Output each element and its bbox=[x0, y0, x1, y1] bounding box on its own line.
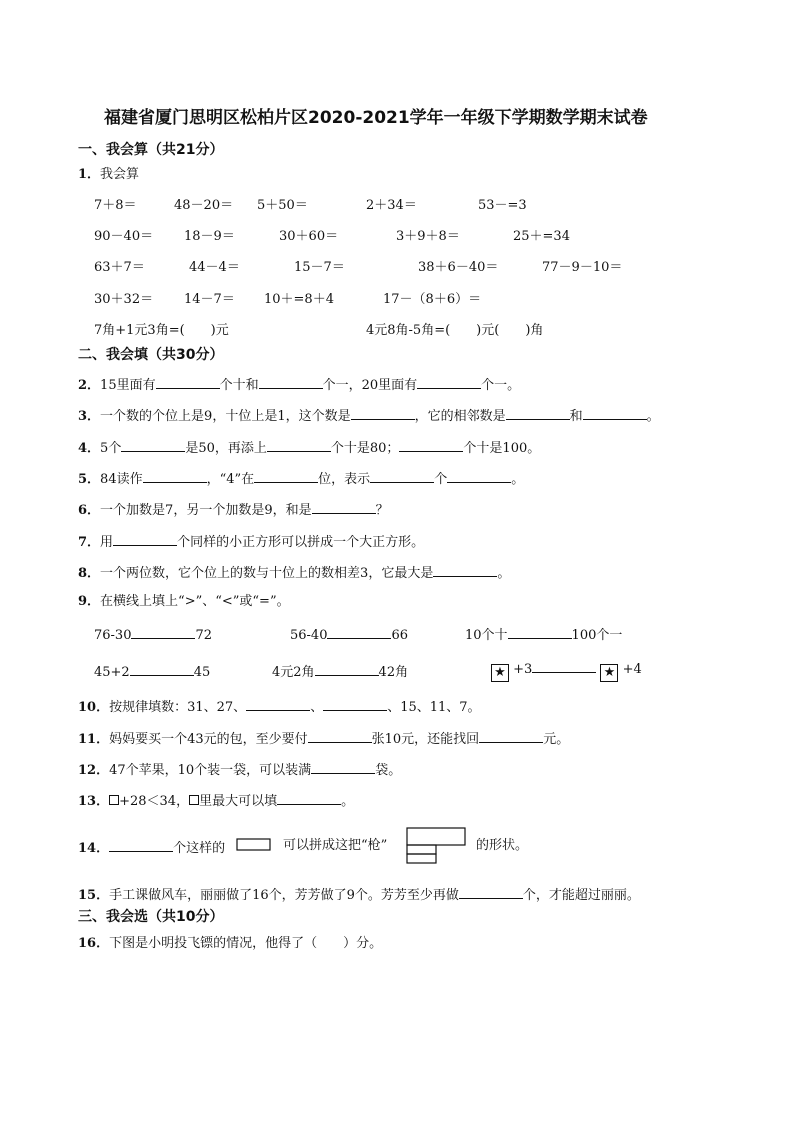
question-text: 张10元，还能找回 bbox=[371, 732, 480, 747]
answer-blank[interactable] bbox=[370, 470, 434, 483]
question-9 bbox=[78, 595, 290, 608]
answer-blank[interactable] bbox=[156, 376, 220, 389]
question-text: 妈妈要买一个43元的包，至少要付 bbox=[109, 732, 308, 747]
compare-left: 4元2角 bbox=[272, 665, 315, 680]
gun-shape-icon bbox=[405, 826, 467, 866]
calc-item: 5＋50＝ bbox=[257, 198, 308, 213]
question-text: 袋。 bbox=[375, 763, 402, 778]
question-text: 个一，20里面有 bbox=[322, 378, 418, 393]
answer-blank[interactable] bbox=[479, 730, 543, 743]
answer-blank[interactable] bbox=[459, 886, 523, 899]
question-text: 。 bbox=[497, 566, 511, 581]
question-text: 元。 bbox=[543, 732, 570, 747]
calc-item: 25＋=34 bbox=[513, 229, 570, 244]
question-text: 、 bbox=[310, 700, 324, 715]
compare-item bbox=[290, 626, 408, 642]
question-14-middle: 可以拼成这把“枪” bbox=[283, 838, 388, 853]
question-text: +28＜34， bbox=[119, 794, 190, 809]
question-text: ，“4”在 bbox=[206, 472, 255, 487]
page-title: 福建省厦门思明区松柏片区2020-2021学年一年级下学期数学期末试卷 bbox=[104, 108, 648, 128]
question-text: 个十是100。 bbox=[463, 441, 541, 456]
question-number: 11． bbox=[78, 732, 110, 747]
compare-left: 56-40 bbox=[290, 628, 328, 643]
question-text: 按规律填数：31、27、 bbox=[109, 700, 247, 715]
calc-item: 77－9－10＝ bbox=[542, 260, 623, 275]
calc-item: 3＋9＋8＝ bbox=[396, 229, 460, 244]
question-text: 位，表示 bbox=[318, 472, 371, 487]
question-number: 3． bbox=[78, 409, 101, 424]
question-text: 一个加数是7，另一个加数是9，和是 bbox=[100, 503, 312, 518]
question-text: 用 bbox=[100, 535, 114, 550]
question-text: 个十是80； bbox=[330, 441, 400, 456]
calc-item: 15－7＝ bbox=[294, 260, 345, 275]
question-number: 16． bbox=[78, 936, 110, 951]
question-3 bbox=[78, 407, 660, 423]
question-text: 个 bbox=[434, 472, 448, 487]
answer-blank[interactable] bbox=[308, 730, 372, 743]
question-text: 在横线上填上“>”、“<”或“=”。 bbox=[100, 594, 290, 609]
calc-item: 48－20＝ bbox=[174, 198, 234, 213]
question-4 bbox=[78, 439, 540, 455]
answer-blank[interactable] bbox=[143, 470, 207, 483]
answer-blank[interactable] bbox=[327, 626, 391, 639]
calc-item: 44－4＝ bbox=[189, 260, 240, 275]
calc-item: 53－=3 bbox=[478, 198, 527, 213]
question-text: 5个 bbox=[100, 441, 122, 456]
question-16 bbox=[78, 937, 382, 950]
question-7 bbox=[78, 533, 424, 549]
answer-blank[interactable] bbox=[433, 564, 497, 577]
answer-blank[interactable] bbox=[130, 663, 194, 676]
question-number: 8． bbox=[78, 566, 101, 581]
question-text: 15里面有 bbox=[100, 378, 156, 393]
section-heading-calculate: 一、我会算（共21分） bbox=[78, 142, 224, 158]
question-text: ？ bbox=[375, 503, 389, 518]
question-number: 12． bbox=[78, 763, 110, 778]
compare-right: 66 bbox=[391, 628, 409, 643]
question-text: 和 bbox=[569, 409, 583, 424]
question-text: 个一。 bbox=[481, 378, 521, 393]
calc-item: 30＋32＝ bbox=[94, 292, 154, 307]
question-text: 个这样的 bbox=[173, 841, 226, 856]
compare-right: +4 bbox=[622, 662, 642, 677]
compare-item bbox=[94, 626, 212, 642]
answer-blank[interactable] bbox=[109, 839, 173, 852]
question-number: 6． bbox=[78, 503, 101, 518]
question-text: 47个苹果，10个装一袋，可以装满 bbox=[109, 763, 312, 778]
question-text: ，它的相邻数是 bbox=[414, 409, 506, 424]
question-text: 个十和 bbox=[219, 378, 259, 393]
question-text: 。 bbox=[511, 472, 525, 487]
compare-item bbox=[94, 663, 210, 679]
answer-blank[interactable] bbox=[417, 376, 481, 389]
answer-blank[interactable] bbox=[508, 626, 572, 639]
calc-item: 2＋34＝ bbox=[366, 198, 417, 213]
question-text: 下图是小明投飞镖的情况，他得了（ ）分。 bbox=[109, 936, 383, 951]
compare-right: 42角 bbox=[378, 665, 409, 680]
question-text: 里最大可以填 bbox=[199, 794, 278, 809]
question-text: 手工课做风车，丽丽做了16个，芳芳做了9个。芳芳至少再做 bbox=[109, 888, 459, 903]
box-icon bbox=[109, 795, 119, 805]
question-text: 。 bbox=[646, 409, 660, 424]
compare-right: 72 bbox=[195, 628, 213, 643]
compare-right: 100个一 bbox=[571, 628, 623, 643]
question-1 bbox=[78, 168, 139, 181]
answer-blank[interactable] bbox=[277, 792, 341, 805]
question-number: 4． bbox=[78, 441, 101, 456]
answer-blank[interactable] bbox=[506, 407, 570, 420]
answer-blank[interactable] bbox=[583, 407, 647, 420]
question-6 bbox=[78, 501, 389, 517]
question-15 bbox=[78, 886, 640, 902]
answer-blank[interactable] bbox=[246, 698, 310, 711]
question-number: 1． bbox=[78, 167, 101, 182]
question-text: 、15、11、7。 bbox=[387, 700, 481, 715]
calc-item: 7＋8＝ bbox=[94, 198, 137, 213]
calc-item: 14－7＝ bbox=[184, 292, 235, 307]
money-calc: 7角+1元3角=( )元 bbox=[94, 323, 229, 338]
question-number: 9． bbox=[78, 594, 101, 609]
question-12 bbox=[78, 761, 401, 777]
question-number: 7． bbox=[78, 535, 101, 550]
calc-item: 38＋6－40＝ bbox=[418, 260, 499, 275]
question-text: 个，才能超过丽丽。 bbox=[522, 888, 640, 903]
compare-item bbox=[272, 663, 408, 679]
star-icon: ★ bbox=[491, 664, 509, 682]
star-icon: ★ bbox=[600, 664, 618, 682]
question-11 bbox=[78, 730, 569, 746]
answer-blank[interactable] bbox=[312, 501, 376, 514]
question-text: 一个两位数，它个位上的数与十位上的数相差3，它最大是 bbox=[100, 566, 434, 581]
question-10 bbox=[78, 698, 481, 714]
question-text: 我会算 bbox=[100, 167, 140, 182]
question-number: 2． bbox=[78, 378, 101, 393]
compare-left: 45+2 bbox=[94, 665, 130, 680]
question-text: 84读作 bbox=[100, 472, 143, 487]
compare-left: +3 bbox=[513, 662, 533, 677]
compare-item bbox=[491, 660, 642, 682]
answer-blank[interactable] bbox=[323, 698, 387, 711]
compare-item bbox=[465, 626, 622, 642]
box-icon bbox=[189, 795, 199, 805]
question-number: 15． bbox=[78, 888, 110, 903]
compare-left: 10个十 bbox=[465, 628, 508, 643]
question-number: 10． bbox=[78, 700, 110, 715]
question-2 bbox=[78, 376, 520, 392]
answer-blank[interactable] bbox=[131, 626, 195, 639]
question-number: 13． bbox=[78, 794, 110, 809]
answer-blank[interactable] bbox=[121, 439, 185, 452]
answer-blank[interactable] bbox=[113, 533, 177, 546]
calc-item: 10＋=8＋4 bbox=[264, 292, 334, 307]
calc-item: 90－40＝ bbox=[94, 229, 154, 244]
compare-left: 76-30 bbox=[94, 628, 132, 643]
question-13 bbox=[78, 792, 354, 808]
answer-blank[interactable] bbox=[351, 407, 415, 420]
answer-blank[interactable] bbox=[267, 439, 331, 452]
rectangle-piece-icon bbox=[236, 838, 272, 852]
calc-item: 30＋60＝ bbox=[279, 229, 339, 244]
calc-item: 17－（8＋6）＝ bbox=[383, 292, 482, 307]
answer-blank[interactable] bbox=[315, 663, 379, 676]
question-5 bbox=[78, 470, 524, 486]
answer-blank[interactable] bbox=[399, 439, 463, 452]
question-number: 14． bbox=[78, 841, 110, 856]
answer-blank[interactable] bbox=[259, 376, 323, 389]
question-14 bbox=[78, 839, 225, 855]
question-text: 是50，再添上 bbox=[185, 441, 267, 456]
section-heading-choose: 三、我会选（共10分） bbox=[78, 909, 224, 925]
compare-right: 45 bbox=[193, 665, 211, 680]
money-calc: 4元8角-5角=( )元( )角 bbox=[366, 323, 544, 338]
question-text: 。 bbox=[341, 794, 355, 809]
calc-item: 18－9＝ bbox=[184, 229, 235, 244]
answer-blank[interactable] bbox=[532, 660, 596, 673]
answer-blank[interactable] bbox=[254, 470, 318, 483]
section-heading-fill: 二、我会填（共30分） bbox=[78, 347, 224, 363]
answer-blank[interactable] bbox=[311, 761, 375, 774]
question-text: 一个数的个位上是9，十位上是1，这个数是 bbox=[100, 409, 351, 424]
question-14-end: 的形状。 bbox=[476, 838, 529, 853]
answer-blank[interactable] bbox=[447, 470, 511, 483]
calc-item: 63＋7＝ bbox=[94, 260, 145, 275]
question-8 bbox=[78, 564, 510, 580]
question-text: 个同样的小正方形可以拼成一个大正方形。 bbox=[177, 535, 425, 550]
question-number: 5． bbox=[78, 472, 101, 487]
